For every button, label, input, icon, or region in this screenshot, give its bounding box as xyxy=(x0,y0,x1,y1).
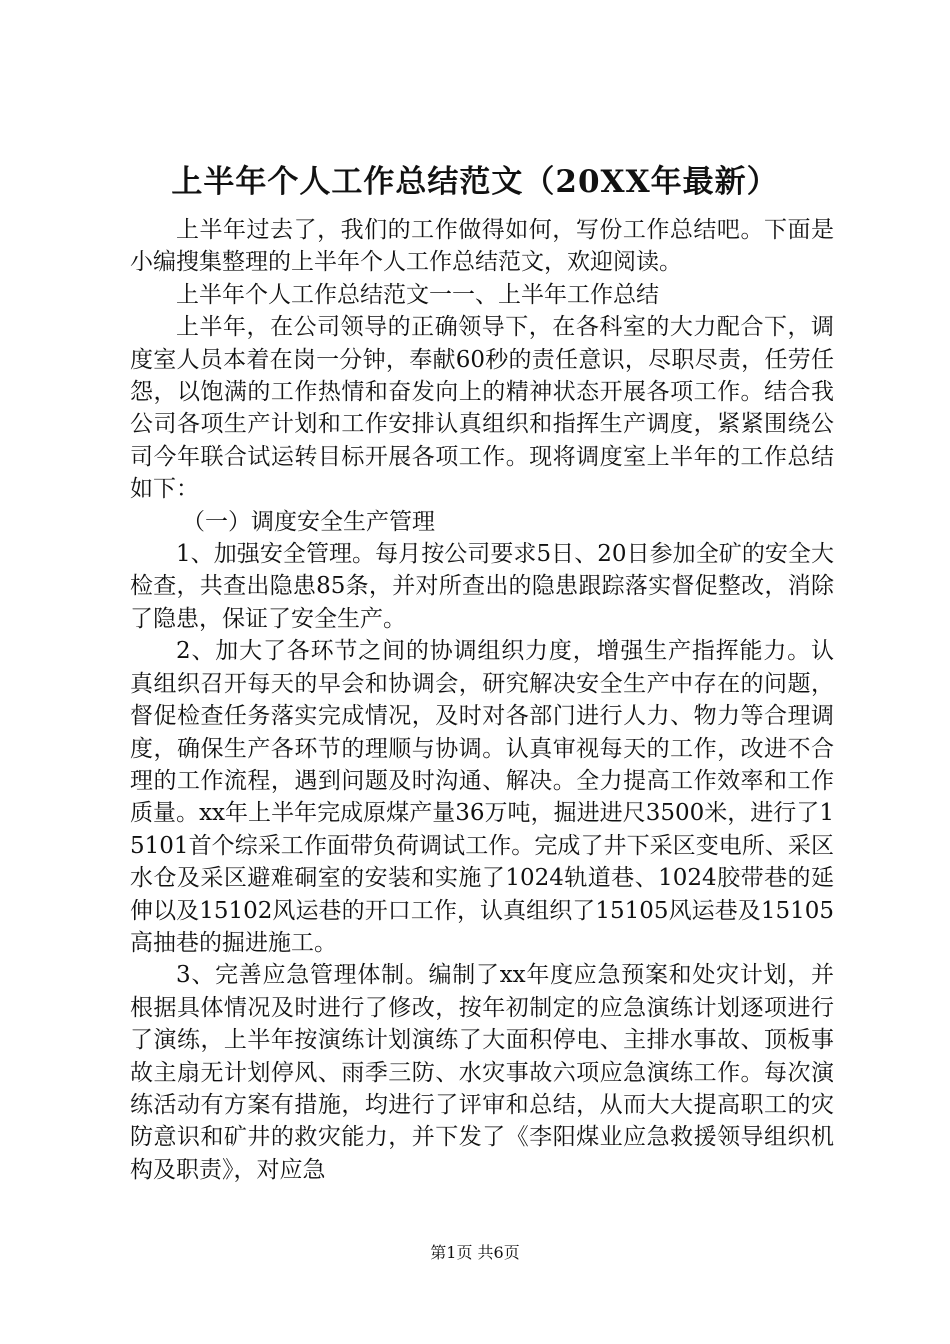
section-heading: 上半年个人工作总结范文一一、上半年工作总结 xyxy=(176,281,659,308)
subsection-heading: （一）调度安全生产管理 xyxy=(182,508,435,535)
page-footer: 第1页 共6页 xyxy=(430,1243,520,1262)
item-paragraph-2: 2、加大了各环节之间的协调组织力度，增强生产指挥能力。认真组织召开每天的早会和协调会，研究解决安全生产中存在的问题，督促检查任务落实完成情况，及时对各部门进行人力、物力等合理调度，确保生产各环节的理顺与协调。认真审视每天的工作，改进不合理的工作流程，遇到问题及时沟通、解决。全力提高工作效率和工作质量。xx年上半年完成原煤产量36万吨，掘进进尺3500米，进行了15101首个综采工作面带负荷调试工作。完成了井下采区变电所、采区水仓及采区避难硐室的安装和实施了1024轨道巷、1024胶带巷的延伸以及15102风运巷的开口工作，认真组织了15105风运巷及15105高抽巷的掘进施工。 xyxy=(130,638,834,956)
item-paragraph-3: 3、完善应急管理体制。编制了xx年度应急预案和处灾计划，并根据具体情况及时进行了修改，按年初制定的应急演练计划逐项进行了演练，上半年按演练计划演练了大面积停电、主排水事故、顶板事故主扇无计划停风、雨季三防、水灾事故六项应急演练工作。每次演练活动有方案有措施，均进行了评审和总结，从而大大提高职工的灾防意识和矿井的救灾能力，并下发了《李阳煤业应急救援领导组织机构及职责》，对应急 xyxy=(130,962,834,1183)
summary-paragraph: 上半年，在公司领导的正确领导下，在各科室的大力配合下，调度室人员本着在岗一分钟，奉献60秒的责任意识，尽职尽责，任劳任怨，以饱满的工作热情和奋发向上的精神状态开展各项工作。结合我公司各项生产计划和工作安排认真组织和指挥生产调度，紧紧围绕公司今年联合试运转目标开展各项工作。现将调度室上半年的工作总结如下： xyxy=(130,314,834,503)
document-body xyxy=(130,214,834,1186)
document-title: 上半年个人工作总结范文（20XX年最新） xyxy=(171,164,779,200)
intro-paragraph: 上半年过去了，我们的工作做得如何，写份工作总结吧。下面是小编搜集整理的上半年个人工作总结范文，欢迎阅读。 xyxy=(130,217,834,276)
item-paragraph-1: 1、加强安全管理。每月按公司要求5日、20日参加全矿的安全大检查，共查出隐患85条，并对所查出的隐患跟踪落实督促整改，消除了隐患，保证了安全生产。 xyxy=(130,541,834,632)
